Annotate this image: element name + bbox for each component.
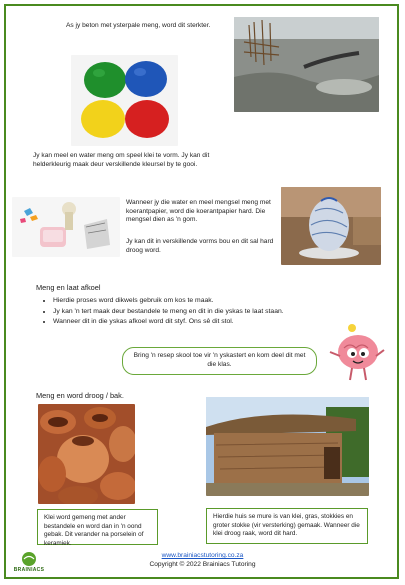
playdough-text: Jy kan meel en water meng om speel klei te vorm. Jy kan dit helderkleurig maak deur verskillende kleursel by te gooi. bbox=[33, 152, 210, 168]
brain-mascot-icon bbox=[326, 322, 388, 384]
mud-hut-photo bbox=[206, 397, 369, 496]
papier-mache-balloon-photo bbox=[281, 187, 381, 265]
footer bbox=[0, 552, 405, 568]
section-heading-dry-bake: Meng en word droog / bak. bbox=[36, 391, 124, 400]
papier-mache-text-2: Jy kan dit in verskillende vorms bou en dit sal hard droog word. bbox=[126, 238, 274, 254]
papier-mache-text-1: Wanneer jy die water en meel mengsel meng met koerantpapier, word die koerantpapier hard. Die mengsel dien as 'n gom. bbox=[126, 199, 271, 224]
playdough-photo bbox=[71, 55, 178, 146]
list-item: • Jy kan 'n tert maak deur bestandele te meng en dit in die yskas te laat staan. bbox=[53, 307, 353, 318]
mud-hut-caption: Hierdie huis se mure is van klei, gras, stokkies en groter stokke (vir versterking) gemaak. Wanneer die klei droog raak, word dit hard. bbox=[206, 508, 368, 544]
list-item: • Hierdie proses word dikwels gebruik om kos te maak. bbox=[53, 296, 353, 307]
intro-text: As jy beton met ysterpale meng, word dit sterkter. bbox=[66, 22, 211, 29]
pottery-photo bbox=[38, 404, 135, 504]
pottery-caption: Klei word gemeng met ander bestandele en word dan in 'n oond gebak. Dit verander na porselein of keramiek. bbox=[37, 509, 158, 545]
logo-text: BRAINIACS bbox=[13, 567, 45, 573]
website-link[interactable]: www.brainiacstutoring.co.za bbox=[161, 552, 244, 559]
concrete-photo bbox=[234, 17, 379, 112]
papier-mache-materials-photo bbox=[12, 197, 120, 257]
brainiacs-logo bbox=[10, 551, 48, 575]
section-heading-cool: Meng en laat afkoel bbox=[36, 283, 101, 292]
list-item: • Wanneer dit in die yskas afkoel word dit styf. Ons sê dit stol. bbox=[53, 317, 353, 328]
speech-bubble: Bring 'n resep skool toe vir 'n yskastert en kom deel dit met die klas. bbox=[122, 347, 317, 375]
copyright-text: Copyright © 2022 Brainiacs Tutoring bbox=[149, 561, 256, 568]
cool-bullet-list bbox=[35, 296, 353, 328]
